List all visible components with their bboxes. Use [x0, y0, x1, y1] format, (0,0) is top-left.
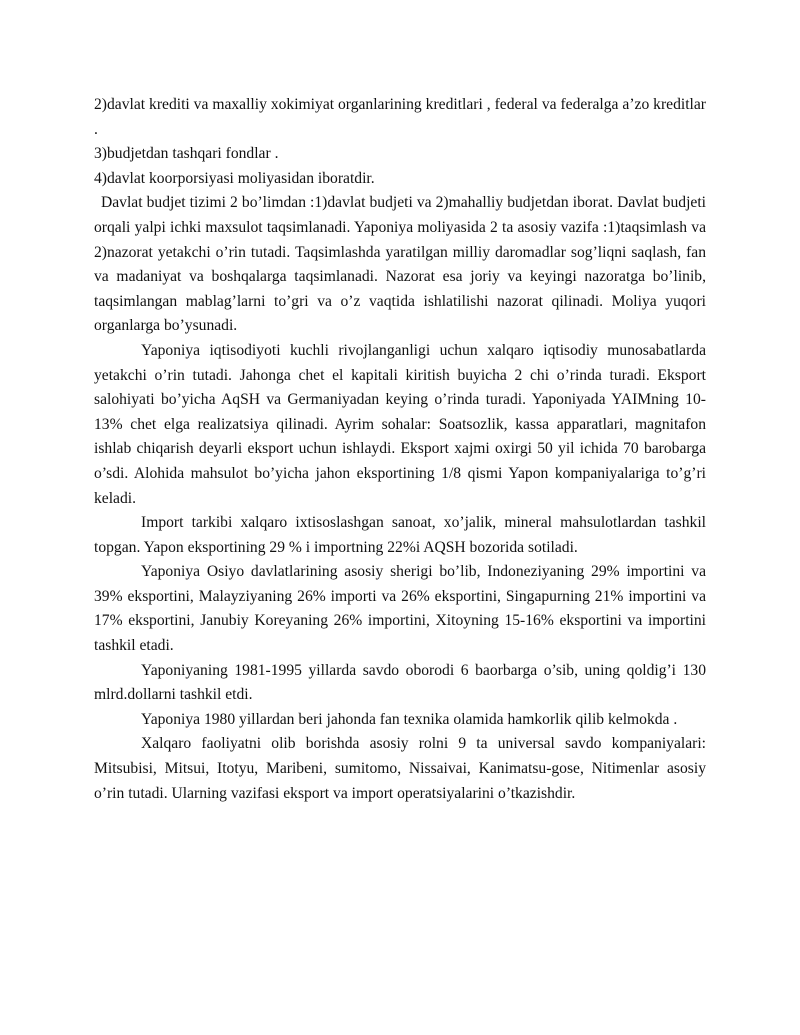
paragraph-extrabudgetary-funds: 3)budjetdan tashqari fondlar .	[94, 145, 279, 163]
paragraph-state-corporations: 4)davlat koorporsiyasi moliyasidan iboratdir.	[94, 169, 375, 187]
document-page	[94, 93, 706, 806]
paragraph-asian-partners: Yaponiya Osiyo davlatlarining asosiy sherigi bo’lib, Indoneziyaning 29% importini va 39% eksportini, Malayziyaning 26% importi va 26% eksportini, Singapurning 21% importini va 17% eksportini, Janubiy Koreyaning 26% importini, Xitoyning 15-16% eksportini va importini tashkil etadi.	[94, 563, 706, 655]
paragraph-science-cooperation: Yaponiya 1980 yillardan beri jahonda fan texnika olamida hamkorlik qilib kelmokda .	[141, 710, 678, 728]
paragraph-budget-system: Davlat budjet tizimi 2 bo’limdan :1)davlat budjeti va 2)mahalliy budjetdan iborat. Davlat budjeti orqali yalpi ichki maxsulot taqsimlanadi. Yaponiya moliyasida 2 ta asosiy vazifa :1)taqsimlash va 2)nazorat yetakchi o’rin tutadi. Taqsimlashda yaratilgan milliy daromadlar sog’liqni saqlash, fan va madaniyat va boshqalarga taqsimlanadi. Nazorat esa joriy va keyingi nazoratga bo’linib, taqsimlangan mablag’larni to’gri va o’z vaqtida ishlatilishi nazorat qilinadi. Moliya yuqori organlarga bo’ysunadi.	[94, 194, 706, 335]
paragraph-trade-turnover: Yaponiyaning 1981-1995 yillarda savdo oborodi 6 baorbarga o’sib, uning qoldig’i 130 mlrd.dollarni tashkil etdi.	[94, 661, 706, 704]
paragraph-state-credits: 2)davlat krediti va maxalliy xokimiyat organlarining kreditlari , federal va federalga a’zo kreditlar .	[94, 96, 706, 138]
paragraph-trading-companies: Xalqaro faoliyatni olib borishda asosiy rolni 9 ta universal savdo kompaniyalari: Mitsubisi, Mitsui, Itotyu, Maribeni, sumitomo, Nissaivai, Kanimatsu-gose, Nitimenlar asosiy o’rin tutadi. Ularning vazifasi eksport va import operatsiyalarini o’tkazishdir.	[94, 735, 706, 802]
paragraph-import-structure: Import tarkibi xalqaro ixtisoslashgan sanoat, xo’jalik, mineral mahsulotlardan tashkil topgan. Yapon eksportining 29 % i importning 22%i AQSH bozorida sotiladi.	[94, 514, 706, 556]
paragraph-economy: Yaponiya iqtisodiyoti kuchli rivojlanganligi uchun xalqaro iqtisodiy munosabatlarda yetakchi o’rin tutadi. Jahonga chet el kapitali kiritish buyicha 2 chi o’rinda turadi. Eksport salohiyati bo’yicha AqSH va Germaniyadan keying o’rinda turadi. Yaponiyada YAIMning 10-13% chet elga realizatsiya qilinadi. Ayrim sohalar: Soatsozlik, kassa apparatlari, magnitafon ishlab chiqarish deyarli eksport uchun ishlaydi. Eksport xajmi oxirgi 50 yil ichida 70 barobarga o’sdi. Alohida mahsulot bo’yicha jahon eksportining 1/8 qismi Yapon kompaniyalariga to’g’ri keladi.	[94, 341, 706, 507]
